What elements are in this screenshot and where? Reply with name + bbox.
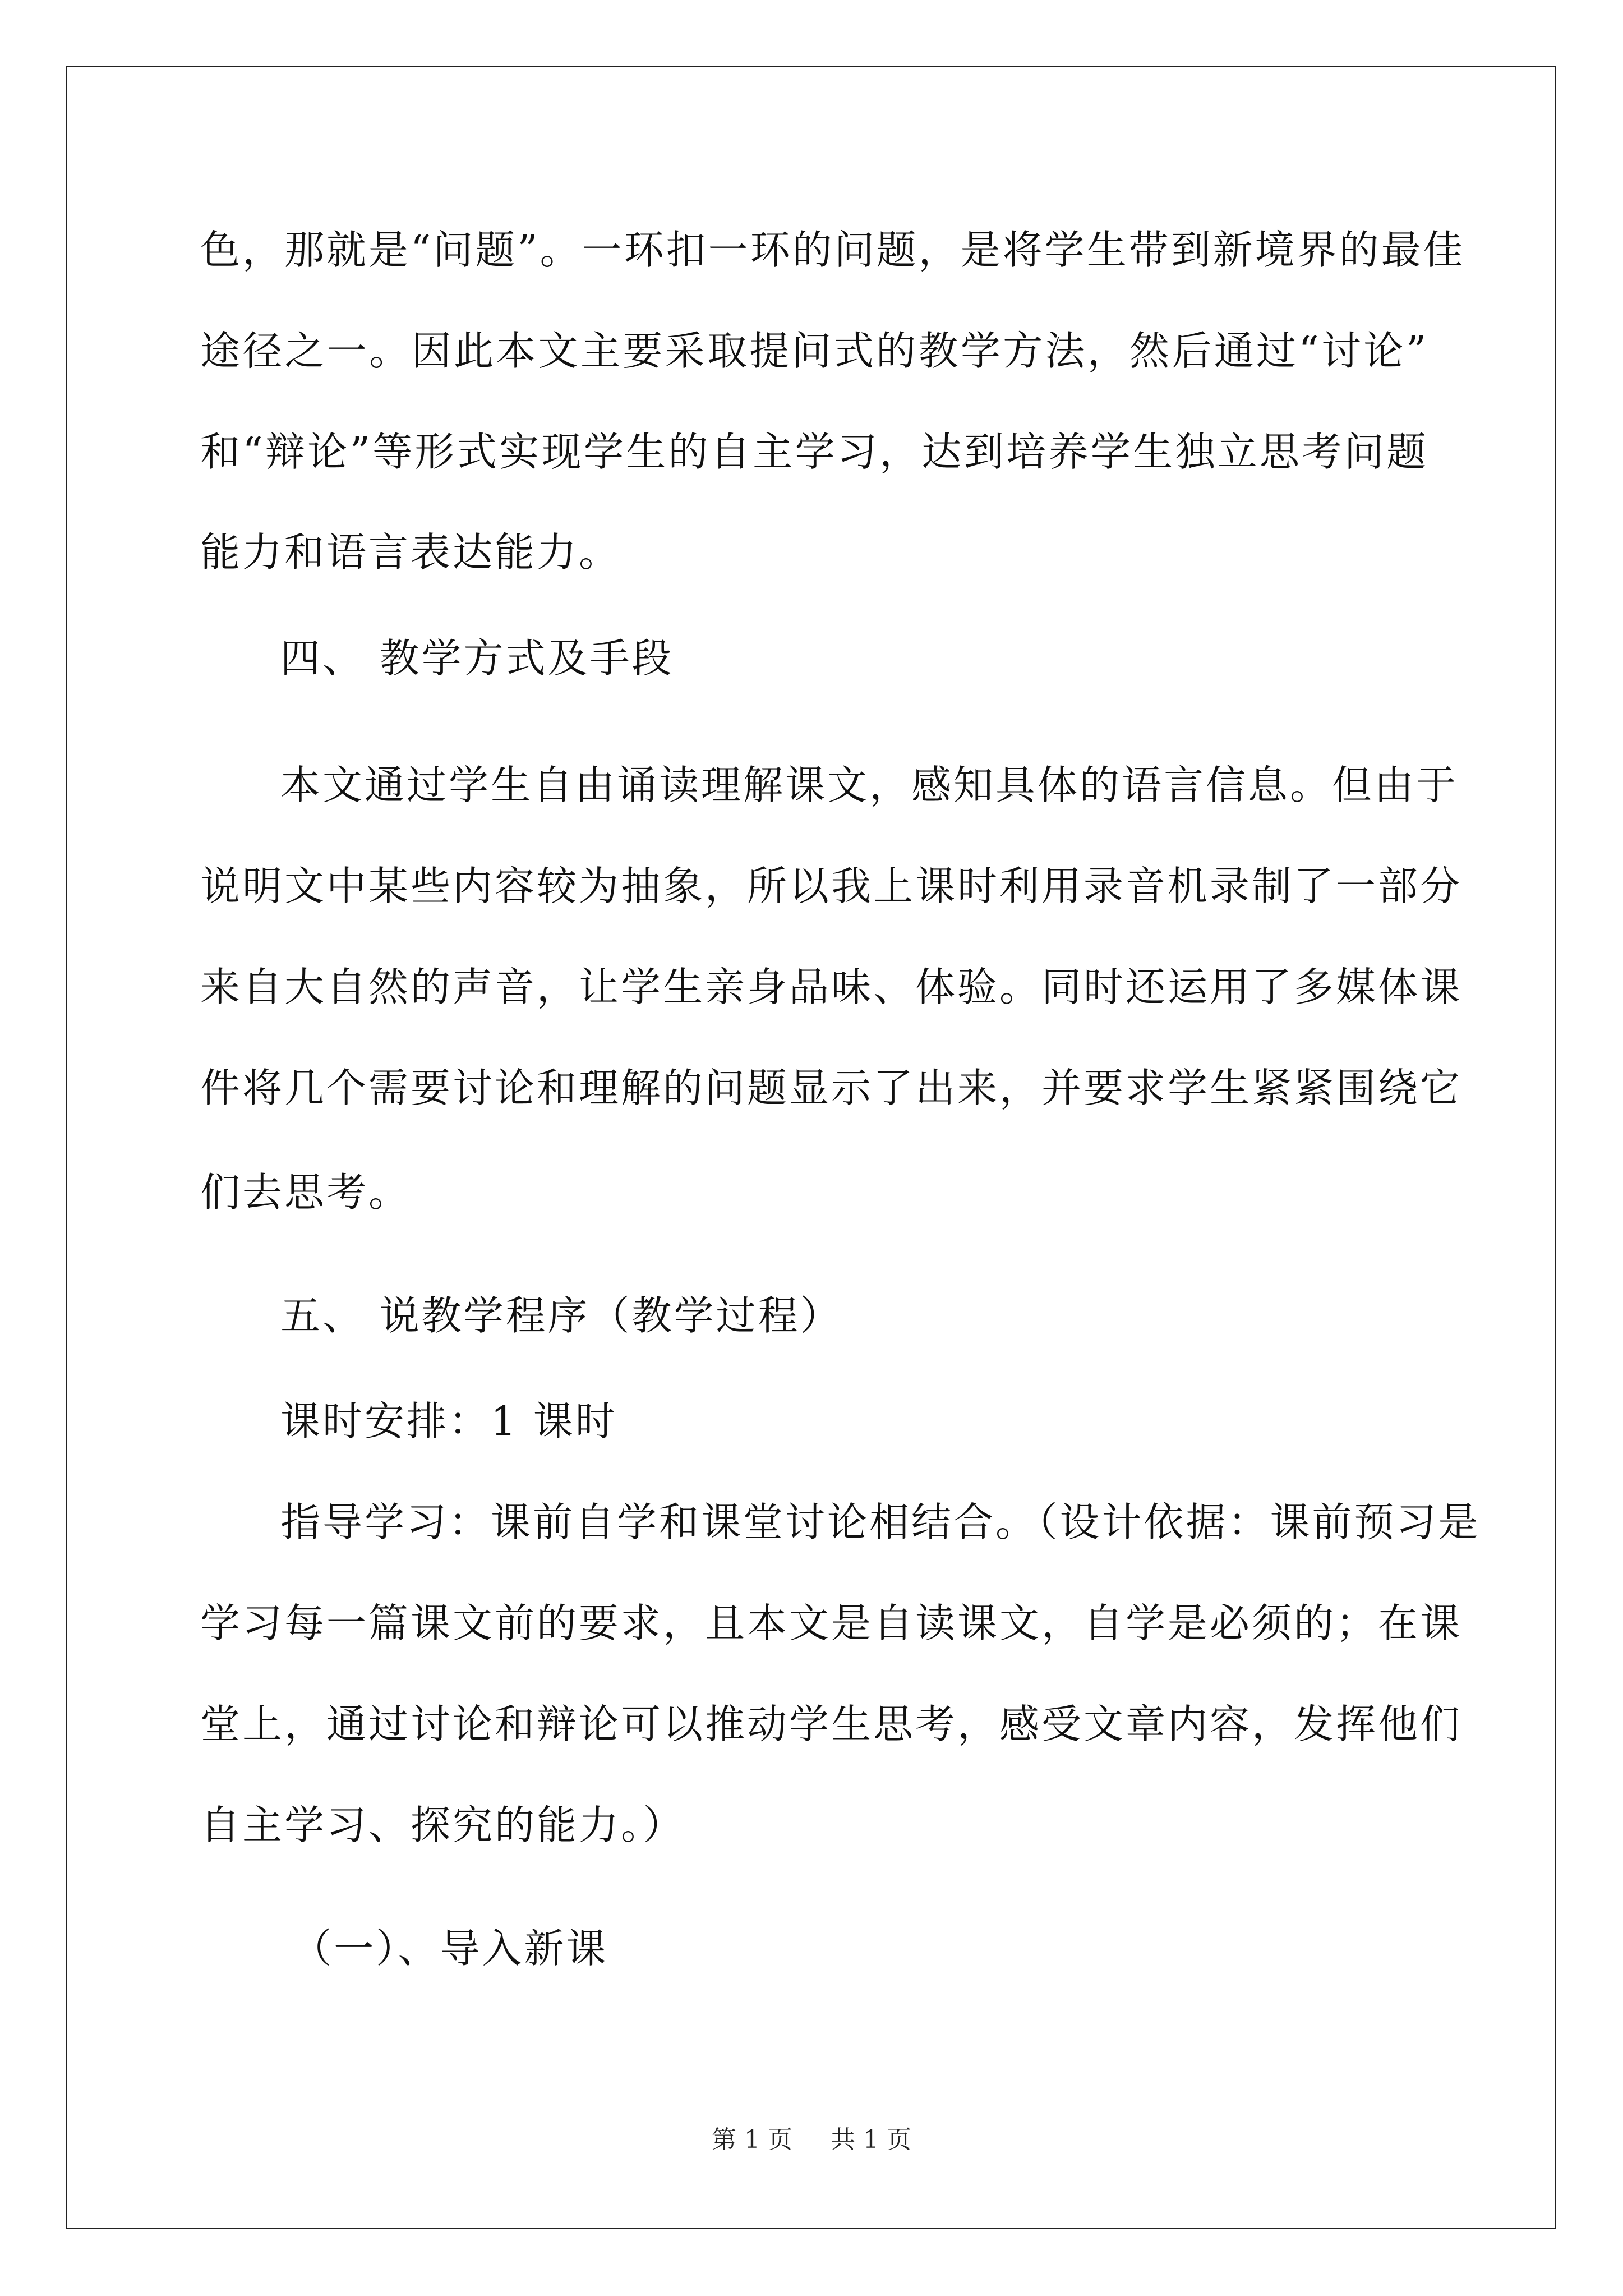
page-footer: [0, 2123, 1623, 2157]
subsection-heading: （一）、导入新课: [292, 1925, 608, 1972]
paragraph-line: 们去思考。: [200, 1169, 411, 1216]
paragraph-line: 堂上，通过讨论和辩论可以推动学生思考，感受文章内容，发挥他们: [200, 1701, 1463, 1747]
paragraph-line: 学习每一篇课文前的要求，且本文是自读课文，自学是必须的；在课: [200, 1600, 1463, 1646]
paragraph-line: 件将几个需要讨论和理解的问题显示了出来，并要求学生紧紧围绕它: [200, 1065, 1463, 1111]
section-heading-5: 五、 说教学程序（教学过程）: [280, 1292, 842, 1339]
paragraph-line: 来自大自然的声音，让学生亲身品味、体验。同时还运用了多媒体课: [200, 964, 1463, 1010]
paragraph-line: 色，那就是“问题”。一环扣一环的问题，是将学生带到新境界的最佳: [200, 227, 1465, 273]
paragraph-line: 本文通过学生自由诵读理解课文，感知具体的语言信息。但由于: [280, 762, 1459, 808]
class-hours-line: 课时安排：1 课时: [280, 1398, 617, 1444]
paragraph-line: 途径之一。因此本文主要采取提问式的教学方法，然后通过“讨论”: [200, 328, 1428, 374]
page-border: [66, 66, 1556, 2229]
paragraph-line: 和“辩论”等形式实现学生的自主学习，达到培养学生独立思考问题: [200, 429, 1428, 475]
page-number: 第 1 页: [712, 2125, 792, 2154]
paragraph-line: 自主学习、探究的能力。）: [200, 1802, 685, 1848]
paragraph-line: 指导学习：课前自学和课堂讨论相结合。（设计依据：课前预习是: [280, 1499, 1481, 1545]
paragraph-line: 说明文中某些内容较为抽象，所以我上课时利用录音机录制了一部分: [200, 863, 1463, 909]
section-heading-4: 四、 教学方式及手段: [280, 635, 674, 682]
page-total: 共 1 页: [831, 2125, 911, 2154]
paragraph-line: 能力和语言表达能力。: [200, 529, 621, 576]
